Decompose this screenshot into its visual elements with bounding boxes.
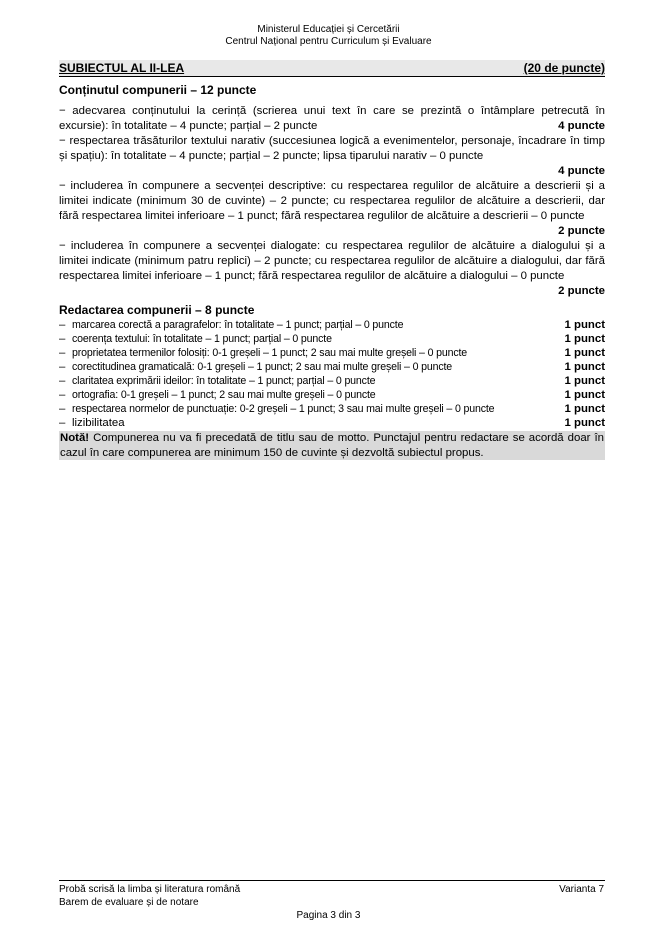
editing-row [59, 332, 605, 346]
criterion-points: 2 puncte [558, 225, 605, 237]
footer-variant: Varianta 7 [559, 884, 604, 895]
row-points: 1 punct [564, 389, 605, 401]
editing-row [59, 416, 605, 430]
footer-exam-name: Probă scrisă la limba și literatura română [59, 884, 241, 895]
criterion-item [59, 179, 605, 239]
criterion-item [59, 239, 605, 299]
note-box [59, 431, 605, 460]
note-text: Compunerea nu va fi precedată de titlu sau de motto. Punctajul pentru redactare se acordă doar în cazul în care compunerea are minimum 150 de cuvinte și dezvoltă subiectul propus. [60, 432, 604, 459]
row-text: lizibilitatea [72, 417, 125, 429]
editing-criteria-list [59, 318, 605, 430]
row-dash: – [59, 403, 66, 415]
row-text: marcarea corectă a paragrafelor: în totalitate – 1 punct; parțial – 0 puncte [72, 319, 404, 331]
row-dash: – [59, 347, 66, 359]
editing-row [59, 388, 605, 402]
center-name: Centrul Național pentru Curriculum și Evaluare [225, 36, 432, 47]
criterion-text: − includerea în compunere a secvenței descriptive: cu respectarea regulilor de alcătuire a descrierii și a limitei indicate (minimum 30 de cuvinte) – 2 puncte; cu respectarea regulilor de alcătuire a descrierii, dar fără respectarea limitei inferioare – 1 punct; fără respectarea regulilor de alcătuire a descrierii – 0 puncte [59, 180, 605, 222]
row-dash: – [59, 361, 66, 373]
editing-row [59, 374, 605, 388]
row-dash: – [59, 375, 66, 387]
row-dash: – [59, 319, 66, 331]
section-header [59, 60, 605, 77]
footer-barem: Barem de evaluare și de notare [59, 897, 199, 908]
criterion-text: − respectarea trăsăturilor textului narativ (succesiunea logică a evenimentelor, personaje, încadrare în timp și spațiu): în totalitate – 4 puncte; parțial – 2 puncte; lipsa tiparului narativ – 0 puncte [59, 135, 605, 162]
row-text: claritatea exprimării ideilor: în totalitate – 1 punct; parțial – 0 puncte [72, 375, 376, 387]
editing-row [59, 402, 605, 416]
criterion-points: 4 puncte [558, 120, 605, 132]
row-dash: – [59, 389, 66, 401]
criterion-points: 2 puncte [558, 285, 605, 297]
row-points: 1 punct [564, 375, 605, 387]
section-title: SUBIECTUL AL II-LEA [59, 61, 185, 75]
row-dash: – [59, 333, 66, 345]
row-text: respectarea normelor de punctuație: 0-2 greșeli – 1 punct; 3 sau mai multe greșeli – 0 puncte [72, 403, 495, 415]
content-heading: Conținutul compunerii – 12 puncte [59, 83, 257, 97]
row-points: 1 punct [564, 403, 605, 415]
page-number: Pagina 3 din 3 [296, 910, 361, 921]
row-points: 1 punct [564, 417, 605, 429]
criterion-text: − adecvarea conținutului la cerință (scrierea unui text în care se prezintă o întâmplare petrecută în excursie): în totalitate – 4 puncte; parțial – 2 puncte [59, 105, 605, 132]
note-label: Notă! [60, 432, 90, 444]
row-text: proprietatea termenilor folosiți: 0-1 greșeli – 1 punct; 2 sau mai multe greșeli – 0 puncte [72, 347, 468, 359]
editing-row [59, 318, 605, 332]
ministry-name: Ministerul Educației și Cercetării [257, 24, 400, 35]
criterion-item [59, 104, 605, 134]
content-criteria-list [59, 104, 605, 299]
row-text: coerența textului: în totalitate – 1 punct; parțial – 0 puncte [72, 333, 332, 345]
main-content [59, 60, 605, 460]
row-text: corectitudinea gramaticală: 0-1 greșeli – 1 punct; 2 sau mai multe greșeli – 0 puncte [72, 361, 453, 373]
section-points: (20 de puncte) [523, 61, 605, 75]
criterion-item [59, 134, 605, 179]
row-points: 1 punct [564, 347, 605, 359]
row-points: 1 punct [564, 361, 605, 373]
row-text: ortografia: 0-1 greșeli – 1 punct; 2 sau mai multe greșeli – 0 puncte [72, 389, 376, 401]
editing-row [59, 360, 605, 374]
criterion-points: 4 puncte [558, 165, 605, 177]
editing-row [59, 346, 605, 360]
footer-divider [59, 880, 605, 881]
editing-heading: Redactarea compunerii – 8 puncte [59, 303, 255, 317]
row-points: 1 punct [564, 319, 605, 331]
row-dash: – [59, 417, 66, 429]
criterion-text: − includerea în compunere a secvenței dialogate: cu respectarea regulilor de alcătuire a dialogului și a limitei indicate (minimum patru replici) – 2 puncte; cu respectarea regulilor de alcătuire a dialogului, dar fără respectarea limitei inferioare – 1 punct; fără respectarea regulilor de alcătuire a dialogului – 0 puncte [59, 240, 605, 282]
row-points: 1 punct [564, 333, 605, 345]
